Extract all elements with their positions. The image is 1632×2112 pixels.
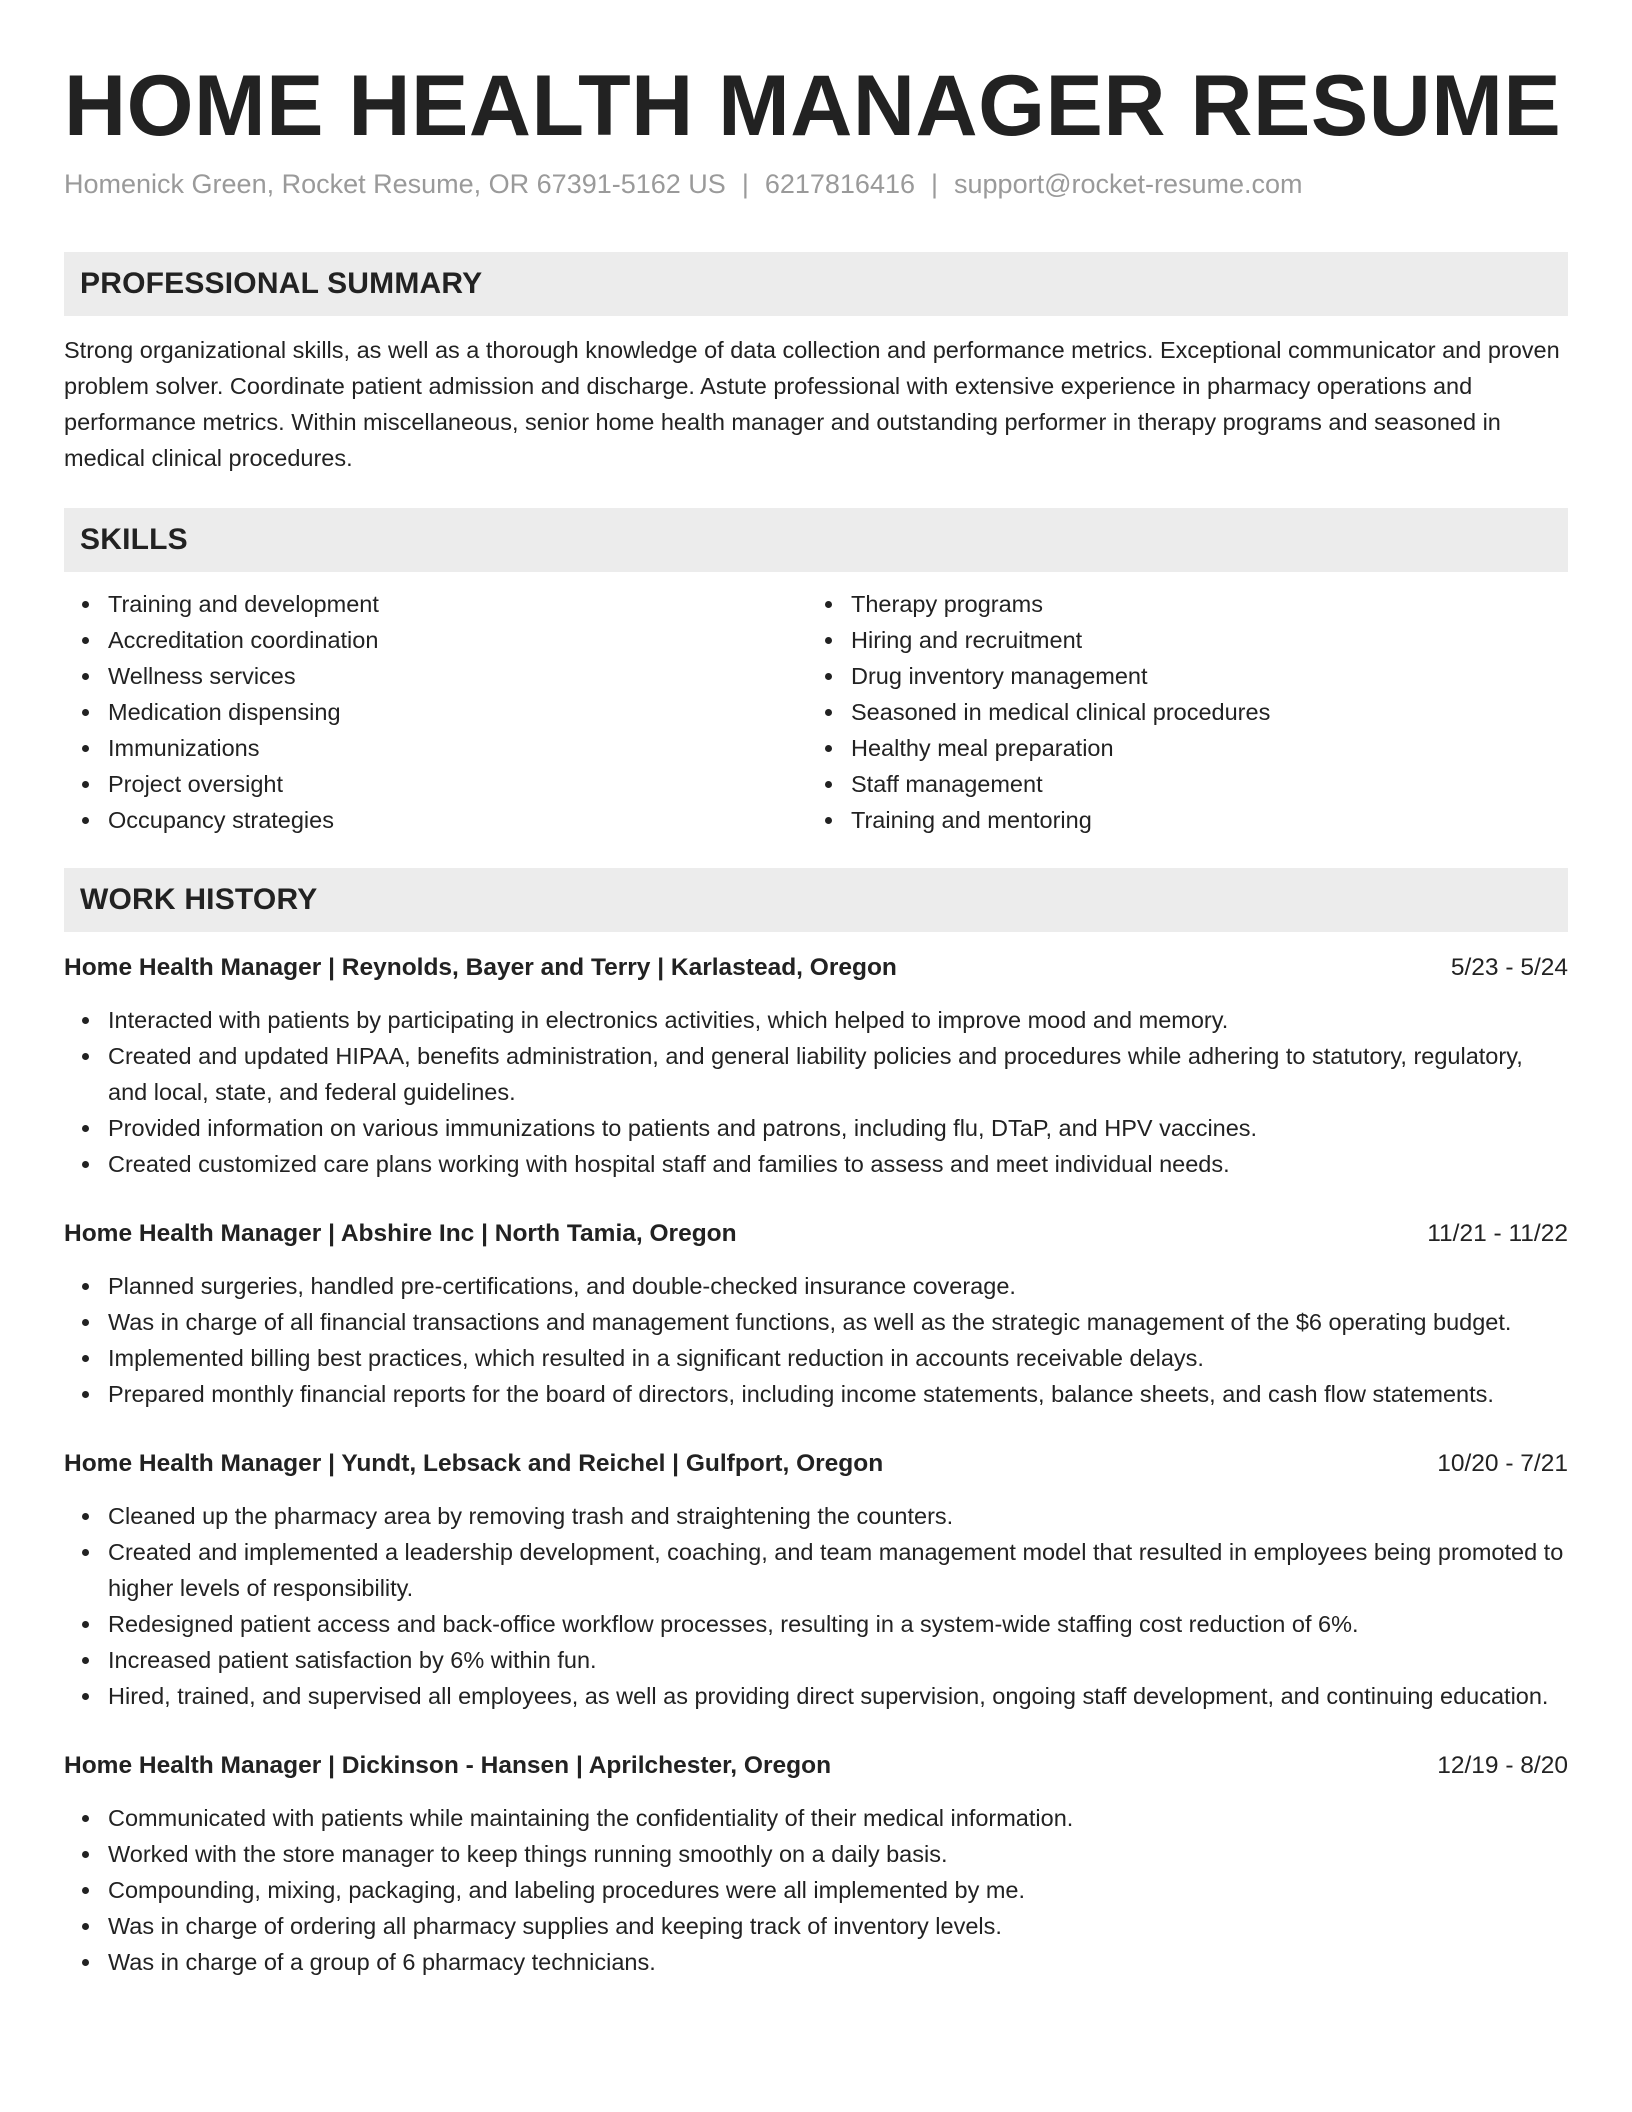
skill-item: Drug inventory management xyxy=(851,658,1551,694)
job-bullets xyxy=(64,1800,1568,1980)
skills-heading: SKILLS xyxy=(64,508,1568,572)
skill-item: Occupancy strategies xyxy=(108,802,808,838)
skills-column-left xyxy=(64,586,808,838)
contact-separator: | xyxy=(931,169,939,199)
job-bullet: Created and updated HIPAA, benefits administration, and general liability policies and procedures while adhering to statutory, regulatory, and local, state, and federal guidelines. xyxy=(108,1038,1568,1110)
contact-separator: | xyxy=(741,169,749,199)
job-entry xyxy=(64,1748,1568,1980)
job-header xyxy=(64,1216,1568,1252)
skill-item: Staff management xyxy=(851,766,1551,802)
job-bullet: Communicated with patients while maintaining the confidentiality of their medical information. xyxy=(108,1800,1568,1836)
skills-list xyxy=(64,586,1568,838)
job-entry xyxy=(64,1446,1568,1714)
skill-item: Project oversight xyxy=(108,766,808,802)
job-bullet: Prepared monthly financial reports for the board of directors, including income statements, balance sheets, and cash flow statements. xyxy=(108,1376,1568,1412)
job-dates: 10/20 - 7/21 xyxy=(1437,1450,1568,1477)
job-title: Home Health Manager | Yundt, Lebsack and Reichel | Gulfport, Oregon xyxy=(64,1450,884,1477)
job-bullet: Implemented billing best practices, which resulted in a significant reduction in accounts receivable delays. xyxy=(108,1340,1568,1376)
skill-item: Accreditation coordination xyxy=(108,622,808,658)
job-bullets xyxy=(64,1498,1568,1714)
contact-phone: 6217816416 xyxy=(764,169,915,199)
work-history-heading: WORK HISTORY xyxy=(64,868,1568,932)
resume-page xyxy=(64,0,1568,1980)
job-bullet: Interacted with patients by participating in electronics activities, which helped to improve mood and memory. xyxy=(108,1002,1568,1038)
job-bullets xyxy=(64,1268,1568,1412)
skill-item: Wellness services xyxy=(108,658,808,694)
summary-heading: PROFESSIONAL SUMMARY xyxy=(64,252,1568,316)
job-bullet: Compounding, mixing, packaging, and labeling procedures were all implemented by me. xyxy=(108,1872,1568,1908)
job-bullets xyxy=(64,1002,1568,1182)
job-bullet: Planned surgeries, handled pre-certifications, and double-checked insurance coverage. xyxy=(108,1268,1568,1304)
job-bullet: Hired, trained, and supervised all employees, as well as providing direct supervision, ongoing staff development, and continuing education. xyxy=(108,1678,1568,1714)
job-bullet: Created and implemented a leadership development, coaching, and team management model that resulted in employees being promoted to higher levels of responsibility. xyxy=(108,1534,1568,1606)
job-bullet: Provided information on various immunizations to patients and patrons, including flu, DTaP, and HPV vaccines. xyxy=(108,1110,1568,1146)
job-title: Home Health Manager | Dickinson - Hansen | Aprilchester, Oregon xyxy=(64,1752,832,1779)
job-dates: 11/21 - 11/22 xyxy=(1427,1220,1568,1247)
skill-item: Medication dispensing xyxy=(108,694,808,730)
contact-email: support@rocket-resume.com xyxy=(954,169,1303,199)
job-dates: 12/19 - 8/20 xyxy=(1437,1752,1568,1779)
job-entry xyxy=(64,950,1568,1182)
job-bullet: Was in charge of a group of 6 pharmacy technicians. xyxy=(108,1944,1568,1980)
job-header xyxy=(64,1748,1568,1784)
skill-item: Healthy meal preparation xyxy=(851,730,1551,766)
skill-item: Seasoned in medical clinical procedures xyxy=(851,694,1551,730)
resume-title: HOME HEALTH MANAGER RESUME xyxy=(64,58,1562,154)
skill-item: Hiring and recruitment xyxy=(851,622,1551,658)
job-title: Home Health Manager | Reynolds, Bayer and Terry | Karlastead, Oregon xyxy=(64,954,897,981)
skill-item: Training and development xyxy=(108,586,808,622)
skill-item: Therapy programs xyxy=(851,586,1551,622)
summary-text: Strong organizational skills, as well as a thorough knowledge of data collection and performance metrics. Exceptional communicator and proven problem solver. Coordinate patient admission and discharge. Astute professional with extensive experience in pharmacy operations and performance metrics. Within miscellaneous, senior home health manager and outstanding performer in therapy programs and seasoned in medical clinical procedures. xyxy=(64,337,1560,471)
contact-address: Homenick Green, Rocket Resume, OR 67391-5162 US xyxy=(64,169,726,199)
job-bullet: Worked with the store manager to keep things running smoothly on a daily basis. xyxy=(108,1836,1568,1872)
job-dates: 5/23 - 5/24 xyxy=(1450,954,1568,981)
job-title: Home Health Manager | Abshire Inc | North Tamia, Oregon xyxy=(64,1220,737,1247)
skill-item: Training and mentoring xyxy=(851,802,1551,838)
job-bullet: Was in charge of ordering all pharmacy supplies and keeping track of inventory levels. xyxy=(108,1908,1568,1944)
job-entry xyxy=(64,1216,1568,1412)
skills-column-right xyxy=(808,586,1551,838)
job-header xyxy=(64,950,1568,986)
job-bullet: Cleaned up the pharmacy area by removing trash and straightening the counters. xyxy=(108,1498,1568,1534)
contact-line xyxy=(64,166,1568,202)
job-bullet: Created customized care plans working with hospital staff and families to assess and meet individual needs. xyxy=(108,1146,1568,1182)
job-bullet: Was in charge of all financial transactions and management functions, as well as the strategic management of the $6 operating budget. xyxy=(108,1304,1568,1340)
job-header xyxy=(64,1446,1568,1482)
job-bullet: Redesigned patient access and back-office workflow processes, resulting in a system-wide staffing cost reduction of 6%. xyxy=(108,1606,1568,1642)
skill-item: Immunizations xyxy=(108,730,808,766)
job-bullet: Increased patient satisfaction by 6% within fun. xyxy=(108,1642,1568,1678)
